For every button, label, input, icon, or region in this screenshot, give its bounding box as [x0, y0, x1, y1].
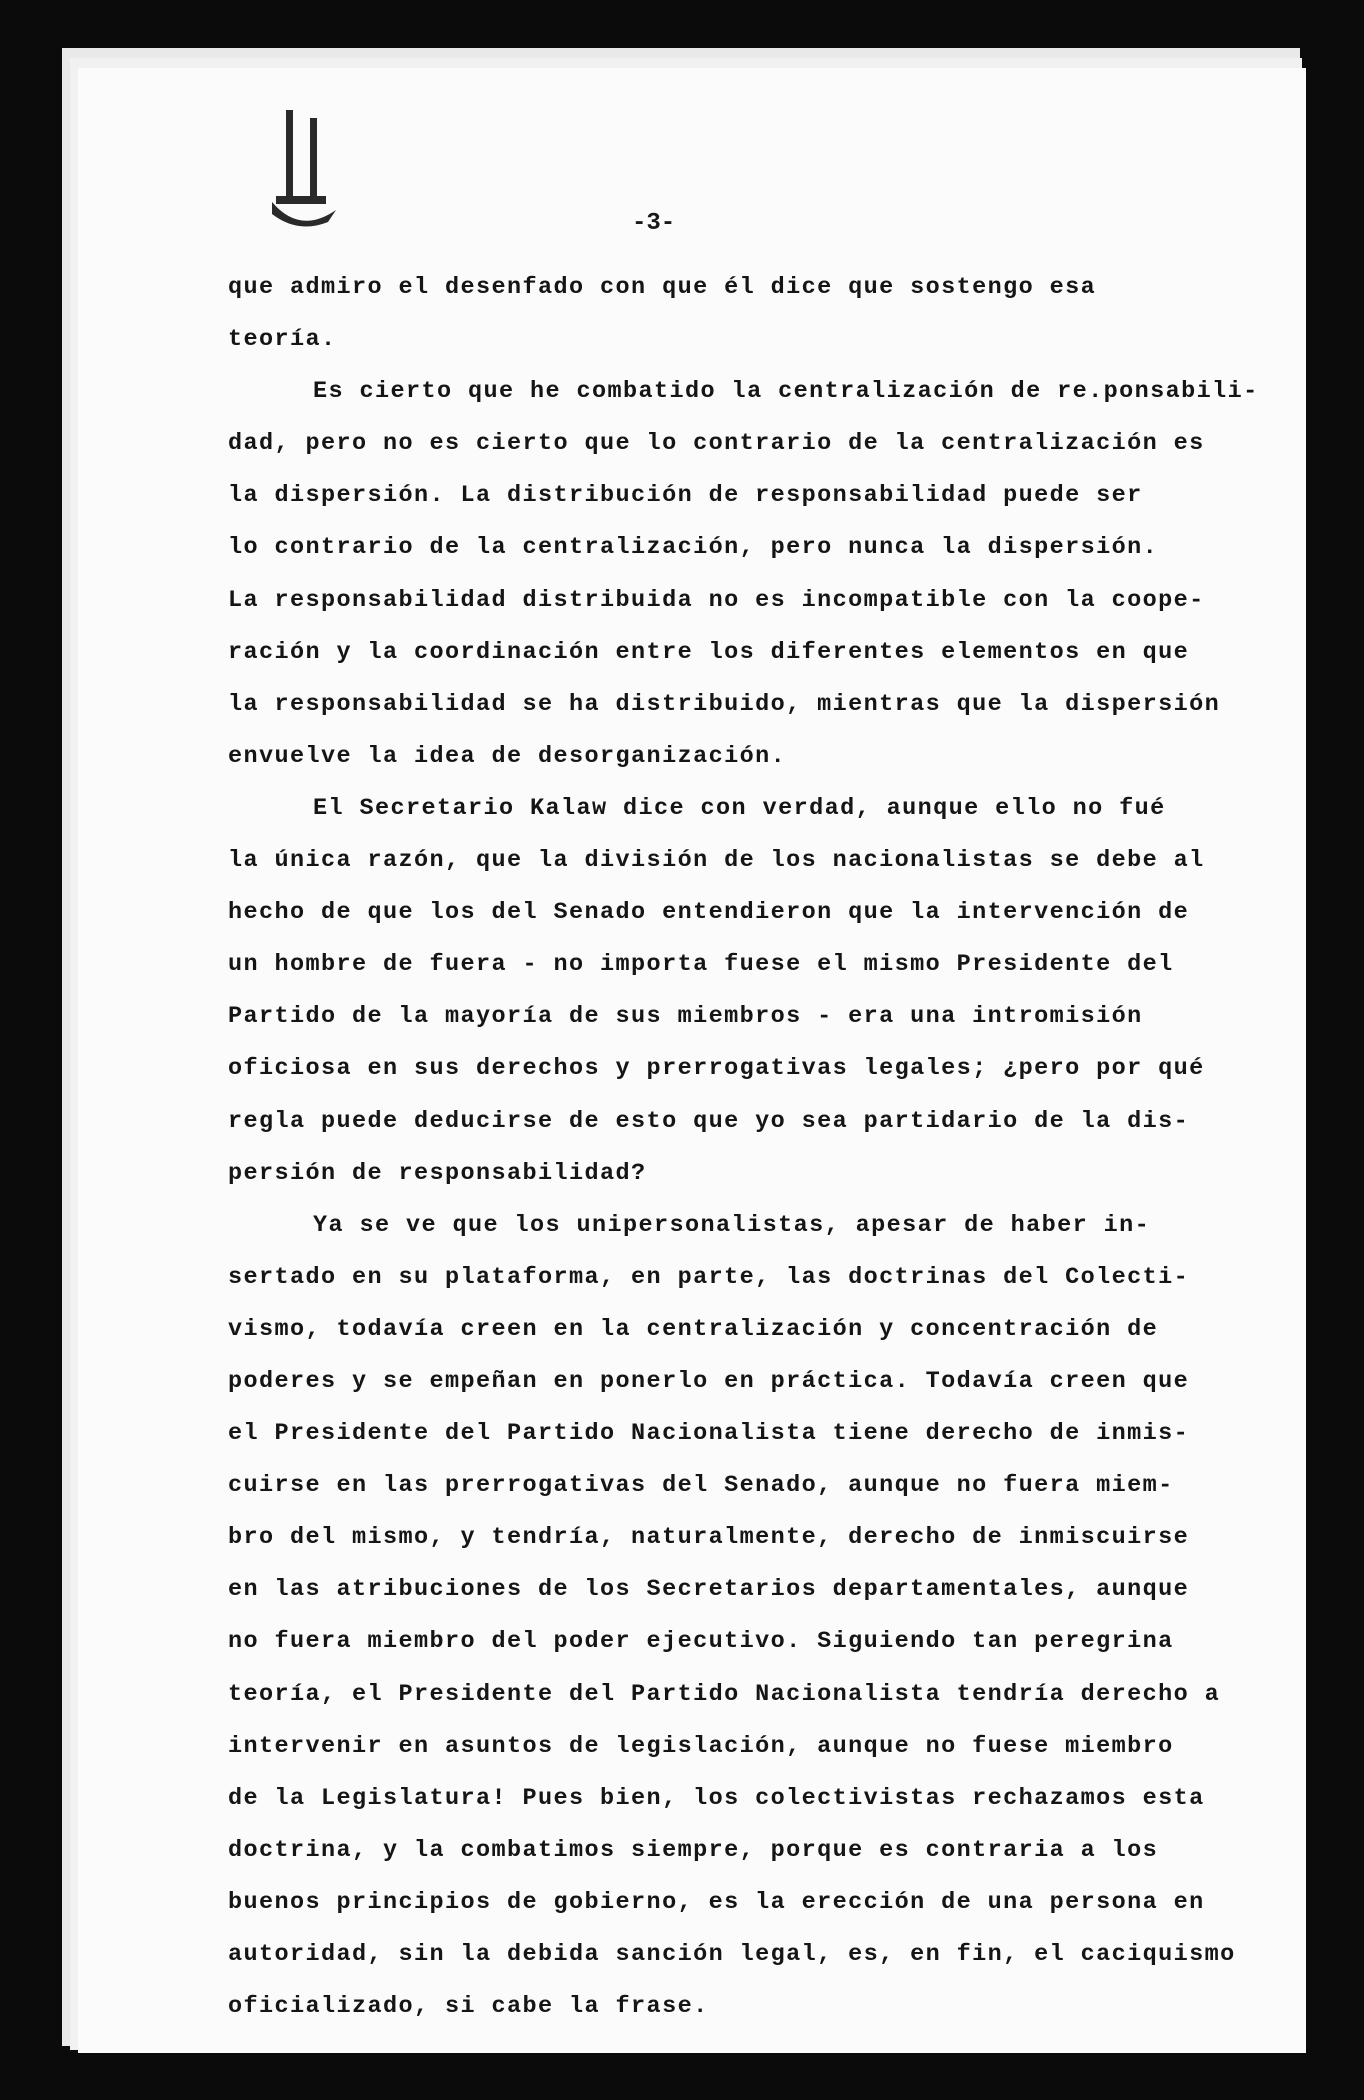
- text-line: cuirse en las prerrogativas del Senado, aunque no fuera miem-: [228, 1472, 1174, 1500]
- text-line: lo contrario de la centralización, pero nunca la dispersión.: [228, 534, 1159, 562]
- text-line: vismo, todavía creen en la centralización y concentración de: [228, 1315, 1159, 1343]
- text-line: la dispersión. La distribución de responsabilidad puede ser: [228, 482, 1143, 510]
- text-line: la única razón, que la división de los nacionalistas se debe al: [228, 847, 1205, 875]
- text-line: dad, pero no es cierto que lo contrario de la centralización es: [228, 430, 1205, 458]
- text-line: que admiro el desenfado con que él dice que sostengo esa: [228, 274, 1097, 301]
- document-body: [228, 262, 1259, 2033]
- text-line: de la Legislatura! Pues bien, los colectivistas rechazamos esta: [228, 1784, 1205, 1812]
- binder-clip-icon: [270, 110, 340, 230]
- text-line: poderes y se empeñan en ponerlo en práctica. Todavía creen que: [228, 1367, 1190, 1395]
- text-line: en las atribuciones de los Secretarios departamentales, aunque: [228, 1576, 1190, 1604]
- text-line: envuelve la idea de desorganización.: [228, 742, 787, 770]
- text-line: el Presidente del Partido Nacionalista tiene derecho de inmis-: [228, 1420, 1190, 1448]
- text-line: intervenir en asuntos de legislación, aunque no fuese miembro: [228, 1732, 1174, 1760]
- text-line: oficializado, si cabe la frase.: [228, 1993, 709, 2021]
- text-line: ración y la coordinación entre los diferentes elementos en que: [228, 638, 1190, 666]
- text-line: regla puede deducirse de esto que yo sea partidario de la dis-: [228, 1107, 1190, 1135]
- text-line: no fuera miembro del poder ejecutivo. Siguiendo tan peregrina: [228, 1628, 1174, 1656]
- text-line: buenos principios de gobierno, es la erección de una persona en: [228, 1888, 1205, 1916]
- text-line: oficiosa en sus derechos y prerrogativas legales; ¿pero por qué: [228, 1055, 1205, 1083]
- text-line: bro del mismo, y tendría, naturalmente, derecho de inmiscuirse: [228, 1524, 1190, 1552]
- text-line: un hombre de fuera - no importa fuese el mismo Presidente del: [228, 951, 1174, 979]
- text-line: doctrina, y la combatimos siempre, porque es contraria a los: [228, 1836, 1159, 1864]
- text-line: teoría, el Presidente del Partido Nacionalista tendría derecho a: [228, 1680, 1221, 1708]
- text-line: hecho de que los del Senado entendieron que la intervención de: [228, 899, 1190, 927]
- text-line: autoridad, sin la debida sanción legal, es, en fin, el caciquismo: [228, 1941, 1236, 1968]
- text-line: la responsabilidad se ha distribuido, mientras que la dispersión: [228, 690, 1221, 718]
- page-number: -3-: [632, 210, 676, 237]
- text-line: La responsabilidad distribuida no es incompatible con la coope-: [228, 586, 1205, 614]
- text-line: Ya se ve que los unipersonalistas, apesar de haber in-: [313, 1211, 1151, 1239]
- text-line: sertado en su plataforma, en parte, las doctrinas del Colecti-: [228, 1263, 1190, 1291]
- text-line: El Secretario Kalaw dice con verdad, aunque ello no fué: [313, 794, 1166, 822]
- text-line: Partido de la mayoría de sus miembros - era una intromisión: [228, 1003, 1143, 1031]
- text-line: persión de responsabilidad?: [228, 1159, 647, 1187]
- text-line: teoría.: [228, 326, 337, 354]
- text-line: Es cierto que he combatido la centralización de re.ponsabili-: [313, 378, 1259, 406]
